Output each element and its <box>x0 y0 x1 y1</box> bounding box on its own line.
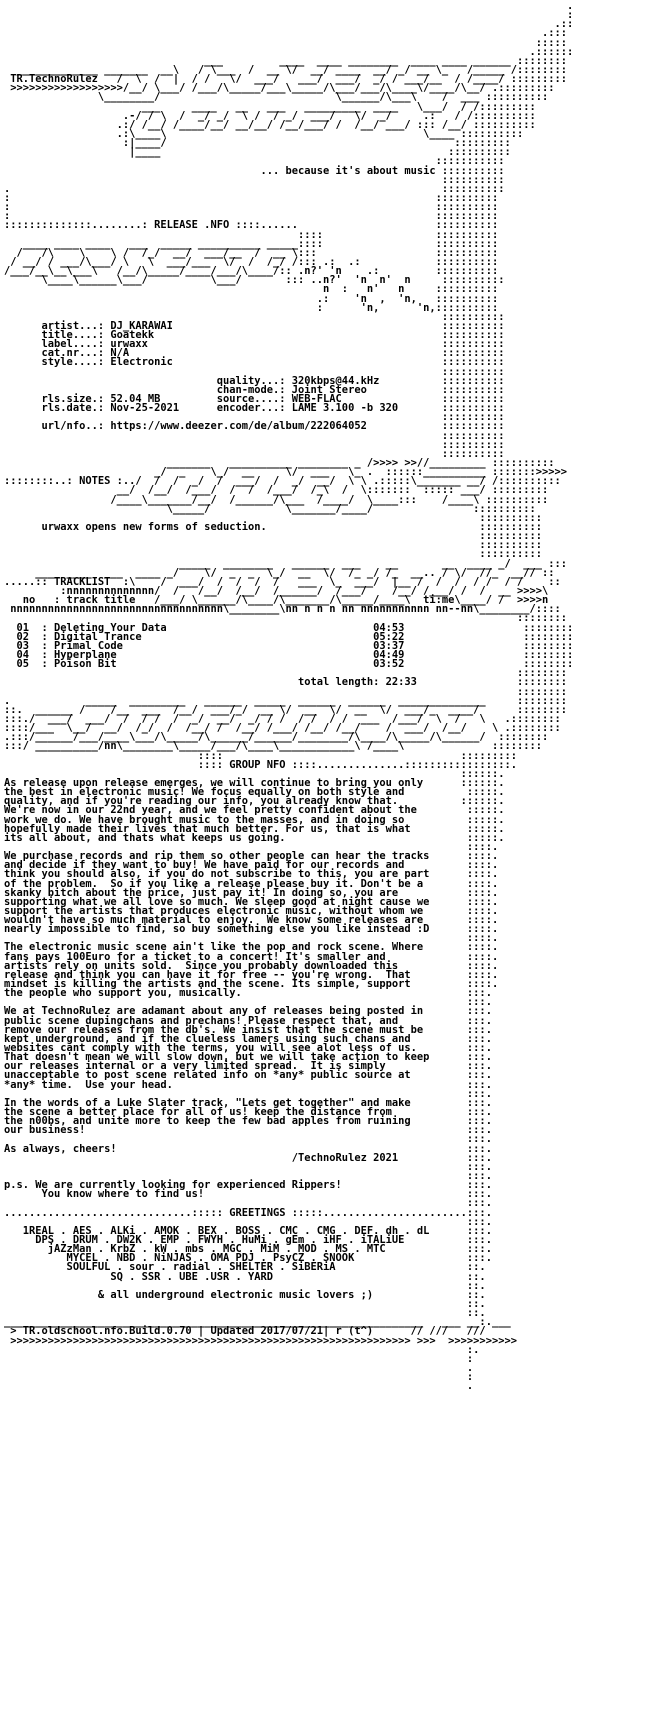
nfo-line: label....: urwaxx :::::::::: <box>4 338 505 351</box>
nfo-line: : <box>4 1371 474 1384</box>
nfo-line: artists rely on units sold. Since you probably downloaded this ::::. <box>4 959 499 972</box>
nfo-line: . _____ _________ ______ _____ ______ ______ ______________ :::::::: <box>4 694 568 707</box>
nfo-line: & all underground electronic music lovers ;) ::. <box>4 1288 486 1301</box>
nfo-line: _/ _ \_/ __ \/ ___ \_ . ::::::__________ :::::::>>>>> <box>4 466 568 479</box>
nfo-line: 02 : Digital Trance 05:22 :::::::: <box>4 630 574 643</box>
nfo-line: :::::::::: <box>4 173 505 186</box>
nfo-line: ::. <box>4 1279 486 1292</box>
nfo-line: : :::::::::: <box>4 201 499 214</box>
nfo-line: SQ . SSR . UBE .USR . YARD ::. <box>4 1270 486 1283</box>
nfo-line: : 'n, 'n,:::::::::: <box>4 301 499 314</box>
nfo-line: cat.nr...: N/A :::::::::: <box>4 347 505 360</box>
nfo-line: ::::::::..: NOTES :../ / / _/ / ___/ / _/ __/ \ \ .:::::\_______ __/ /:::::::::: <box>4 475 561 488</box>
nfo-line: :::. <box>4 1087 492 1100</box>
nfo-line: /____\_______/__/ /______/\___ /____/ \____::: /____\ :::::::::: <box>4 493 549 506</box>
nfo-line: >>>>>>>>>>>>>>>>>>/__/ \___/ /___/\_____/___\_____/\___/___/\____\/____/\__/ .::::::::: <box>4 82 555 95</box>
nfo-line: :::::::::: <box>4 429 505 442</box>
nfo-line: ::. <box>4 1297 486 1310</box>
nfo-line: work we do. We have brought music to the masses, and in doing so :::::. <box>4 813 505 826</box>
nfo-line: urwaxx opens new forms of seduction. :::::::::: <box>4 521 542 534</box>
nfo-line: *any* time. Use your head. :::. <box>4 1078 492 1091</box>
nfo-line: :::::::::: <box>4 539 542 552</box>
nfo-line: :::. <box>4 1133 492 1146</box>
nfo-line: mindset is killing the artists and the scene. Its simple, support ::::. <box>4 978 499 991</box>
nfo-line: MYCEL . NBD . NiNJAS . OMA PDJ . PsyCZ . SNOOK :::. <box>4 1252 492 1265</box>
nfo-line: :::. <box>4 1197 492 1210</box>
nfo-line: _______ __________ ________ _ />>>> >>//_________ :::::::::: <box>4 457 555 470</box>
nfo-line: our releases internal or a very limited spread. It is simply :::. <box>4 1060 492 1073</box>
nfo-line: quality, and if you're reading our info, you already know that. ::::::. <box>4 795 505 808</box>
nfo-line: ___________________________________________________________________ ___ __:.___ <box>4 1316 511 1329</box>
nfo-line: .....:: TRACKLIST :\ / ___/ / / / / ___ \_ ___/ |__ / / / / / / / :: <box>4 575 561 588</box>
nfo-line: wouldn't have so much material to enjoy. We know some releases are ::::. <box>4 914 499 927</box>
nfo-line: our business! :::. <box>4 1124 492 1137</box>
nfo-line: :::::::::: <box>4 365 505 378</box>
nfo-line: the n00bs, and unite more to keep the few bad apples from ruining :::. <box>4 1115 492 1128</box>
nfo-line: ___ ____ ____ ________ ____ ____ ______ :::::::: <box>4 54 568 67</box>
nfo-line: :::. <box>4 1160 492 1173</box>
nfo-line: 05 : Poison Bit 03:52 :::::::: <box>4 658 574 671</box>
nfo-document <box>4 2 573 1391</box>
nfo-line: p.s. We are currently looking for experienced Rippers! :::. <box>4 1179 492 1192</box>
nfo-line: :::: GROUP NFO ::::..............:::::::::::::::::. <box>4 758 517 771</box>
nfo-line: :::::::: <box>4 685 568 698</box>
nfo-line: / __/ / ___/\___/ \ \ ___/___ \/ / /_/ /::: .: .: :::::::::: <box>4 255 499 268</box>
nfo-line: the scene a better place for all of us! keep the distance from :::. <box>4 1106 492 1119</box>
nfo-line: skanky bitch about the price, just pay it! In doing so, you are ::::. <box>4 886 499 899</box>
nfo-line: ____ ____ ___ ____ _/ \/ _ _ \_/ __ \/ /_ _/ /_ __.. / \/ //_ __// :: <box>4 566 555 579</box>
nfo-line: 04 : Hyperplane 04:49 :::::::: <box>4 648 574 661</box>
nfo-line: n : n' n :::::::::: <box>4 283 499 296</box>
nfo-line: ::. ______ / /__ ___ /__/ ___/_/ __ \/ __ \/ __ \/ ___/_ ____/ :::::::: <box>4 703 568 716</box>
nfo-line: the people who support you, musically. :::. <box>4 987 492 1000</box>
nfo-line: :::::::::: <box>4 511 542 524</box>
nfo-line: rls.date.: Nov-25-2021 encoder...: LAME 3.100 -b 320 :::::::::: <box>4 402 505 415</box>
nfo-line: websites cant comply with the terms, you will see alot less of us. :::. <box>4 1042 492 1055</box>
nfo-line: think you should also, if you do not subscribe to this, you are part ::::. <box>4 868 499 881</box>
nfo-line: :::::::::: <box>4 310 505 323</box>
nfo-line: support the artists that produces electronic music, without whom we ::::. <box>4 904 499 917</box>
nfo-line: We're now in our 22nd year, and we feel pretty confident about the :::::. <box>4 804 505 817</box>
nfo-line: :::::::::: <box>4 447 505 460</box>
nfo-line: TR.TechnoRulez / \ / | / / \/ ___/ ___/ ___/ _/ / ___/__ / /____/ ::::::::: <box>4 73 568 86</box>
nfo-line: That doesn't mean we will slow down, but we will take action to keep :::. <box>4 1051 492 1064</box>
nfo-line: .:::::: <box>4 45 574 58</box>
nfo-line: _____ ________ ______ ___ __ __ ____ _/ ___ ::: <box>4 557 568 570</box>
nfo-line: :. <box>4 1343 480 1356</box>
nfo-line: .-/ / \ / _/ _/ \ / / _/ ___/ \/ _/ .: / /:::::::::: <box>4 109 536 122</box>
nfo-line: style....: Electronic :::::::::: <box>4 356 505 369</box>
nfo-line: . <box>4 1361 474 1374</box>
nfo-line: nnnnnnnnnnnnnnnnnnnnnnnnnnnnnnnnnn\________\nn n n n nn nnnnnnnnnnn nn--nn\________/:::: <box>4 603 561 616</box>
nfo-line: .:/ /__/ /____/__/ __/__/ /__/___/ / /__/ ___/ ::: /__/ :::::::::: <box>4 118 536 131</box>
nfo-line: supporting what we all love so much. We sleep good at night cause we ::::. <box>4 895 499 908</box>
nfo-line: nearly impossible to find, so buy something else you like instead :D ::::. <box>4 923 499 936</box>
nfo-line: ::::::::::: <box>4 155 505 168</box>
nfo-line: 01 : Deleting Your Data 04:53 :::::::: <box>4 621 574 634</box>
nfo-line: its all about, and thats what keeps us going. :::::. <box>4 831 505 844</box>
nfo-line: In the words of a Luke Slater track, "Lets get together" and make :::. <box>4 1096 492 1109</box>
nfo-line: ___ ____ __ ___ _________ ____ \___/ / /::::::::: <box>4 100 536 113</box>
nfo-line: 1REAL . AES . ALKi . AMOK . BEX . BOSS . CMC . CMG . DEF. dh . dL :::. <box>4 1224 492 1237</box>
nfo-line: :::. <box>4 1170 492 1182</box>
nfo-line: :::/ __________/nn\________\_____/___/\____\____________\ /____\ :::::::: <box>4 740 542 753</box>
nfo-line: rls.size.: 52.04 MB source....: WEB-FLAC :::::::::: <box>4 393 505 406</box>
nfo-line: quality...: 320kbps@44.kHz :::::::::: <box>4 374 505 387</box>
nfo-line: title....: Goatekk :::::::::: <box>4 329 505 342</box>
nfo-line: jAZzMan . KrbZ . kW . mbs . MGC . MiM . MOD . MS . MTC :::. <box>4 1243 492 1256</box>
nfo-line: ::::/___ \__/ __/ /_/ / /__/ / /__/ /___/ /__/ /__/ / ___/ /__/ \ .:::::::: <box>4 722 561 735</box>
nfo-line: |____ :::::::::: <box>4 146 511 159</box>
nfo-line: . <box>4 1380 474 1393</box>
nfo-line: .: 'n , 'n, :::::::::: <box>4 292 499 305</box>
nfo-line: As release upon release emerges, we will continue to bring you only ::::::. <box>4 776 505 789</box>
nfo-line: > TR.oldschool.nfo.Build.0.70 | Updated 2017/07/21| r (t^) // /// /// <box>4 1325 486 1338</box>
nfo-line: SOULFUL . sour . radial . SHELTER . SiBERiA ::. <box>4 1261 486 1274</box>
nfo-line: :::: :::::::::: <box>4 228 499 241</box>
nfo-line: :::::::::: <box>4 530 542 543</box>
nfo-line: : :::::::::: <box>4 191 499 204</box>
nfo-line: . <box>4 0 574 12</box>
nfo-line: :::. <box>4 1215 492 1228</box>
nfo-line: _____________ _______ __\ / \___ / __ \/ __/ ____ __/ _/ __ \_ /_____ /:::::::: <box>4 63 568 76</box>
nfo-line: As always, cheers! :::. <box>4 1142 492 1155</box>
nfo-line: /___/__\__\___\ /__/\_____/____/___/\____/:: .n?' 'n .: :::::::::: <box>4 265 499 278</box>
nfo-line: :::::::: <box>4 612 568 625</box>
nfo-line: fans pays 100Euro for a ticket to a concert! It's smaller and ::::. <box>4 950 499 963</box>
nfo-line: ... because it's about music :::::::::: <box>4 164 505 177</box>
nfo-line: release and think you can have it for free -- you're wrong. That ::::. <box>4 968 499 981</box>
nfo-line: :::::::::: <box>4 548 542 561</box>
nfo-line: hopefully made their lives that much better. For us, that is what :::::. <box>4 822 505 835</box>
nfo-line: remove our releases from the db's. We insist that the scene must be :::. <box>4 1023 492 1036</box>
nfo-line: You know where to find us! :::. <box>4 1188 492 1201</box>
nfo-line: ..............................::::: GREETINGS :::::.......................:::. <box>4 1206 492 1219</box>
nfo-line: : <box>4 1352 474 1365</box>
nfo-line: ____ ____ ____ ___ _____ __________ _____:::: :::::::::: <box>4 237 499 250</box>
nfo-line: unacceptable to post scene related info on *any* public source at :::. <box>4 1069 492 1082</box>
nfo-line: :::: ::::::::: <box>4 749 517 762</box>
nfo-line: \________/ \______/\___\ / ___ :::::::::: <box>4 91 549 104</box>
nfo-line: :::::::: <box>4 667 568 680</box>
nfo-line: ::. <box>4 1307 486 1320</box>
nfo-line: \_____/ \_______/____/ :::::::::: <box>4 502 536 515</box>
nfo-line: chan-mode.: Joint Stereo :::::::::: <box>4 383 505 396</box>
nfo-line: :::./ ___/ ___/ / / / / _/ __/ _/ / / / / / / ___ /___/ \ / \ .:::::::: <box>4 712 561 725</box>
nfo-line: ::::::. <box>4 767 505 780</box>
nfo-line: : <box>4 9 574 22</box>
nfo-line: total length: 22:33 :::::::: <box>4 676 568 689</box>
nfo-line: . :::::::::: <box>4 182 505 195</box>
nfo-line: .:::/______/___/____\___/\_____/\______/______/________/\____/\_____/\______/ :::::::: <box>4 731 549 744</box>
nfo-line: url/nfo..: https://www.deezer.com/de/album/222064052 :::::::::: <box>4 420 505 433</box>
nfo-line: no : track title /___/ \______/\____/\_______/\_____/____\ ti:me\____/ / >>>>n <box>4 594 549 607</box>
nfo-line: We at TechnoRulez are adamant about any of releases being posted in :::. <box>4 1005 492 1018</box>
nfo-line: :::::::::: <box>4 438 505 451</box>
nfo-line: of the problem. So if you like a release please buy it. Don't be a ::::. <box>4 877 499 890</box>
nfo-line: The electronic music scene ain't like the pop and rock scene. Where ::::. <box>4 941 499 954</box>
nfo-line: .:\____\ \____ :::::::::: <box>4 127 524 140</box>
nfo-line: :nnnnnnnnnnnnnn/ / /__/ /__/ /______/ /___/ /__/ /___/ / / __ >>>>\ <box>4 585 549 597</box>
nfo-line: 03 : Primal Code 03:37 :::::::: <box>4 639 574 652</box>
nfo-line: :::. <box>4 996 492 1009</box>
nfo-line: :|____/ ::::::::: <box>4 137 511 150</box>
nfo-line: /TechnoRulez 2021 :::. <box>4 1151 492 1164</box>
nfo-line: ::::::::::::::........: RELEASE .NFO ::::...... :::::::::: <box>4 219 499 232</box>
nfo-line: ::::. <box>4 932 499 945</box>
nfo-line: .:: <box>4 18 574 31</box>
nfo-line: : :::::::::: <box>4 210 499 223</box>
nfo-line: the best in electronic music! We focus equally on both style and :::::. <box>4 786 505 799</box>
nfo-line: / /\ \ \ / /_/ __/ ___/__ / __ \::: :::::::::: <box>4 246 499 259</box>
nfo-line: We purchase records and rip them so other people can hear the tracks ::::. <box>4 850 499 863</box>
nfo-line: kept underground, and if the clueless lamers using such chans and :::. <box>4 1032 492 1045</box>
nfo-line: DPS . DRUM . DW2K . EMP . FWYH . HuMi . gEm . iHF . iTALiUE :::. <box>4 1233 492 1246</box>
nfo-line: \____\______\___/ \___/ ::: ..n?' 'n n' n :::::::::: <box>4 274 505 287</box>
nfo-line: artist...: DJ_KARAWAI :::::::::: <box>4 319 505 332</box>
nfo-line: ::::. <box>4 840 499 853</box>
nfo-line: :::::::::: <box>4 411 505 424</box>
nfo-line: .::: <box>4 27 568 40</box>
nfo-line: >>>>>>>>>>>>>>>>>>>>>>>>>>>>>>>>>>>>>>>>>>>>>>>>>>>>>>>>>>>>>>>> >>> >>>>>>>>>>> <box>4 1334 517 1347</box>
nfo-line: ::::: <box>4 36 568 49</box>
nfo-line: public scene dupingchans and prechans! Please respect that, and :::. <box>4 1014 492 1027</box>
nfo-line: __/ /__/ /___/ / / /___/ /_\ / \::::::: ::::: ___/ ::::::::: <box>4 484 549 497</box>
nfo-line: and decide if they want to buy! We have paid for our records and ::::. <box>4 859 499 872</box>
